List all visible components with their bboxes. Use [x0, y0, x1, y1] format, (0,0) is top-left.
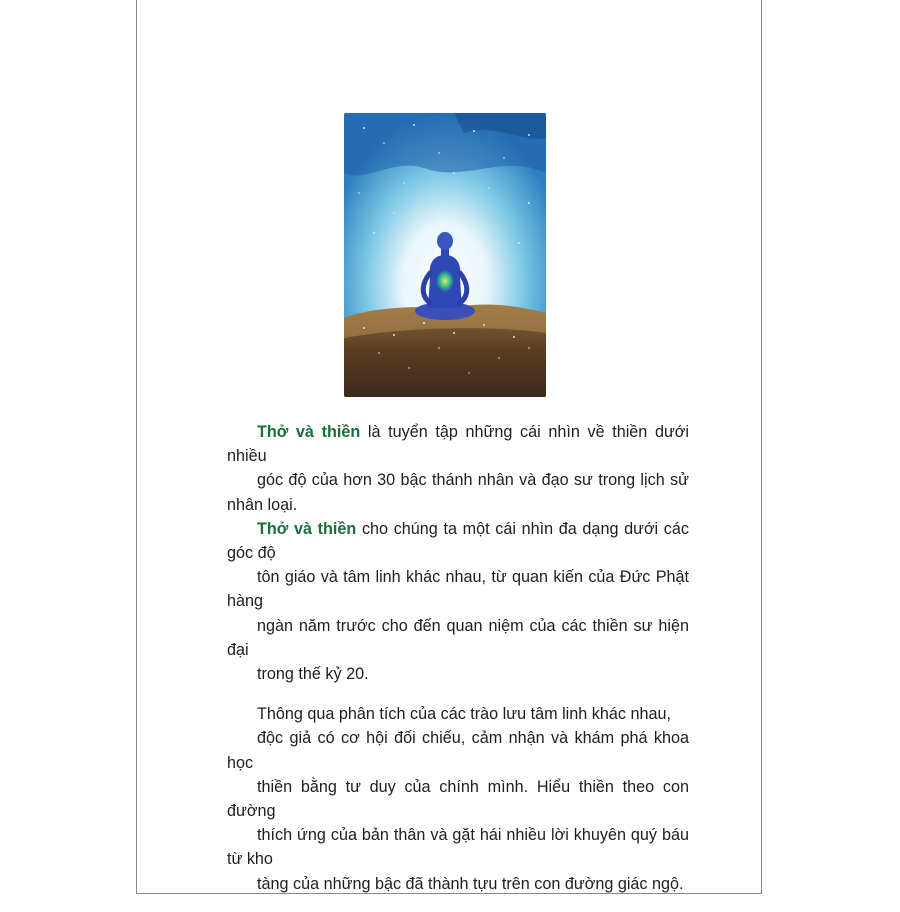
p1-line-3-text: cho chúng ta một cái nhìn đa dạng dưới các góc độ [227, 519, 690, 563]
meditating-figure-icon [344, 113, 546, 397]
p1-line-1 [227, 420, 689, 468]
p1-line-4: tôn giáo và tâm linh khác nhau, từ quan kiến của Đức Phật hàng [227, 568, 689, 611]
book-title-highlight-2: Thở và thiền [257, 519, 357, 538]
p2-line-4: thích ứng của bản thân và gặt hái nhiều lời khuyên quý báu từ kho [227, 826, 689, 869]
paragraph-1 [227, 420, 689, 686]
p2-line-3: thiền bằng tư duy của chính mình. Hiểu thiền theo con đường [227, 777, 689, 821]
paragraph-2 [227, 702, 689, 896]
p1-line-5: ngàn năm trước cho đến quan niệm của các thiền sư hiện đại [227, 616, 689, 659]
p1-line-2: góc độ của hơn 30 bậc thánh nhân và đạo sư trong lịch sử nhân loại. [227, 471, 689, 514]
meditation-illustration [344, 113, 546, 397]
p1-line-1-text: là tuyển tập những cái nhìn về thiền dưới nhiều [227, 423, 690, 466]
description-text [227, 420, 689, 912]
p2-line-5: tàng của những bậc đã thành tựu trên con đường giác ngộ. [257, 874, 684, 893]
book-title-highlight: Thở và thiền [257, 423, 361, 441]
p2-line-1: Thông qua phân tích của các trào lưu tâm linh khác nhau, [257, 705, 671, 724]
p1-line-6: trong thế kỷ 20. [257, 665, 369, 684]
p2-line-2: độc giả có cơ hội đối chiếu, cảm nhận và khám phá khoa học [227, 729, 689, 772]
p1-line-3 [227, 517, 689, 565]
